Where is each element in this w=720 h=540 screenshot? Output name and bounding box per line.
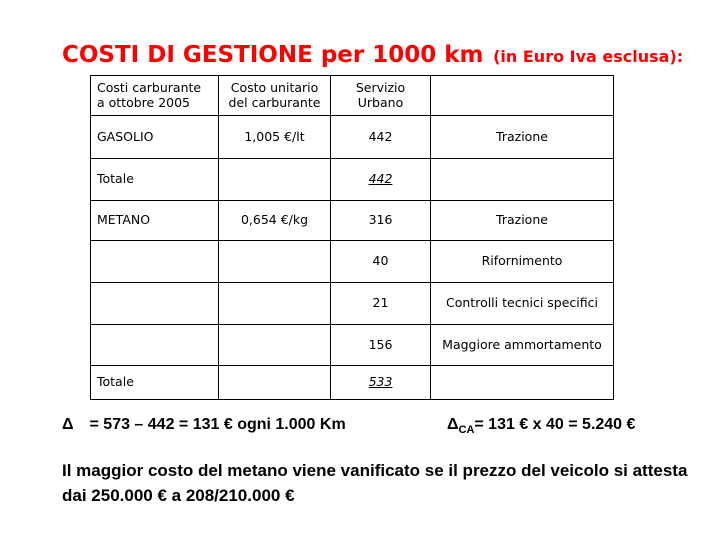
metano-category: Trazione [431, 201, 614, 241]
metano-label: METANO [91, 201, 219, 241]
table-row-controlli [91, 283, 614, 325]
delta-ca-calculation [447, 416, 635, 436]
title-subtitle: (in Euro Iva esclusa): [493, 47, 684, 66]
gasolio-category: Trazione [431, 116, 614, 159]
table-row-ammortamento [91, 325, 614, 366]
delta-ca-formula: = 131 € x 40 = 5.240 € [474, 416, 636, 433]
metano-unit-cost: 0,654 €/kg [219, 201, 331, 241]
header-fuel-costs: Costi carburante a ottobre 2005 [91, 76, 219, 116]
delta-ca-icon: Δ [447, 416, 459, 433]
gasolio-total-value: 442 [368, 171, 393, 187]
header-unit-cost: Costo unitario del carburante [219, 76, 331, 116]
gasolio-value: 442 [331, 116, 431, 159]
page-title [62, 42, 683, 68]
conclusion-note: Il maggior costo del metano viene vanificato se il prezzo del veicolo si attesta dai 250.000 € a 208/210.000 € [62, 461, 688, 505]
gasolio-total-label: Totale [91, 159, 219, 201]
delta-icon: Δ [62, 416, 74, 433]
delta-formula: = 573 – 442 = 131 € ogni 1.000 Km [89, 416, 346, 433]
metano-total-label: Totale [91, 366, 219, 400]
rifornimento-category: Rifornimento [431, 241, 614, 283]
cost-table [90, 75, 614, 400]
rifornimento-value: 40 [331, 241, 431, 283]
table-row-gasolio-total [91, 159, 614, 201]
delta-ca-subscript: CA [458, 424, 475, 437]
table-row-gasolio [91, 116, 614, 159]
header-urban-service: Servizio Urbano [331, 76, 431, 116]
gasolio-label: GASOLIO [91, 116, 219, 159]
table-row-metano [91, 201, 614, 241]
table-header-row [91, 76, 614, 116]
metano-total-value: 533 [368, 374, 393, 390]
delta-difference [62, 416, 346, 434]
header-empty [431, 76, 614, 116]
gasolio-total-empty [219, 159, 331, 201]
table-row-metano-total [91, 366, 614, 400]
table-row-rifornimento [91, 241, 614, 283]
controlli-category: Controlli tecnici specifici [431, 283, 614, 325]
gasolio-total-empty-2 [431, 159, 614, 201]
controlli-value: 21 [331, 283, 431, 325]
metano-value: 316 [331, 201, 431, 241]
title-main: COSTI DI GESTIONE per 1000 km [62, 42, 484, 68]
gasolio-unit-cost: 1,005 €/lt [219, 116, 331, 159]
ammortamento-value: 156 [331, 325, 431, 366]
ammortamento-category: Maggiore ammortamento [431, 325, 614, 366]
